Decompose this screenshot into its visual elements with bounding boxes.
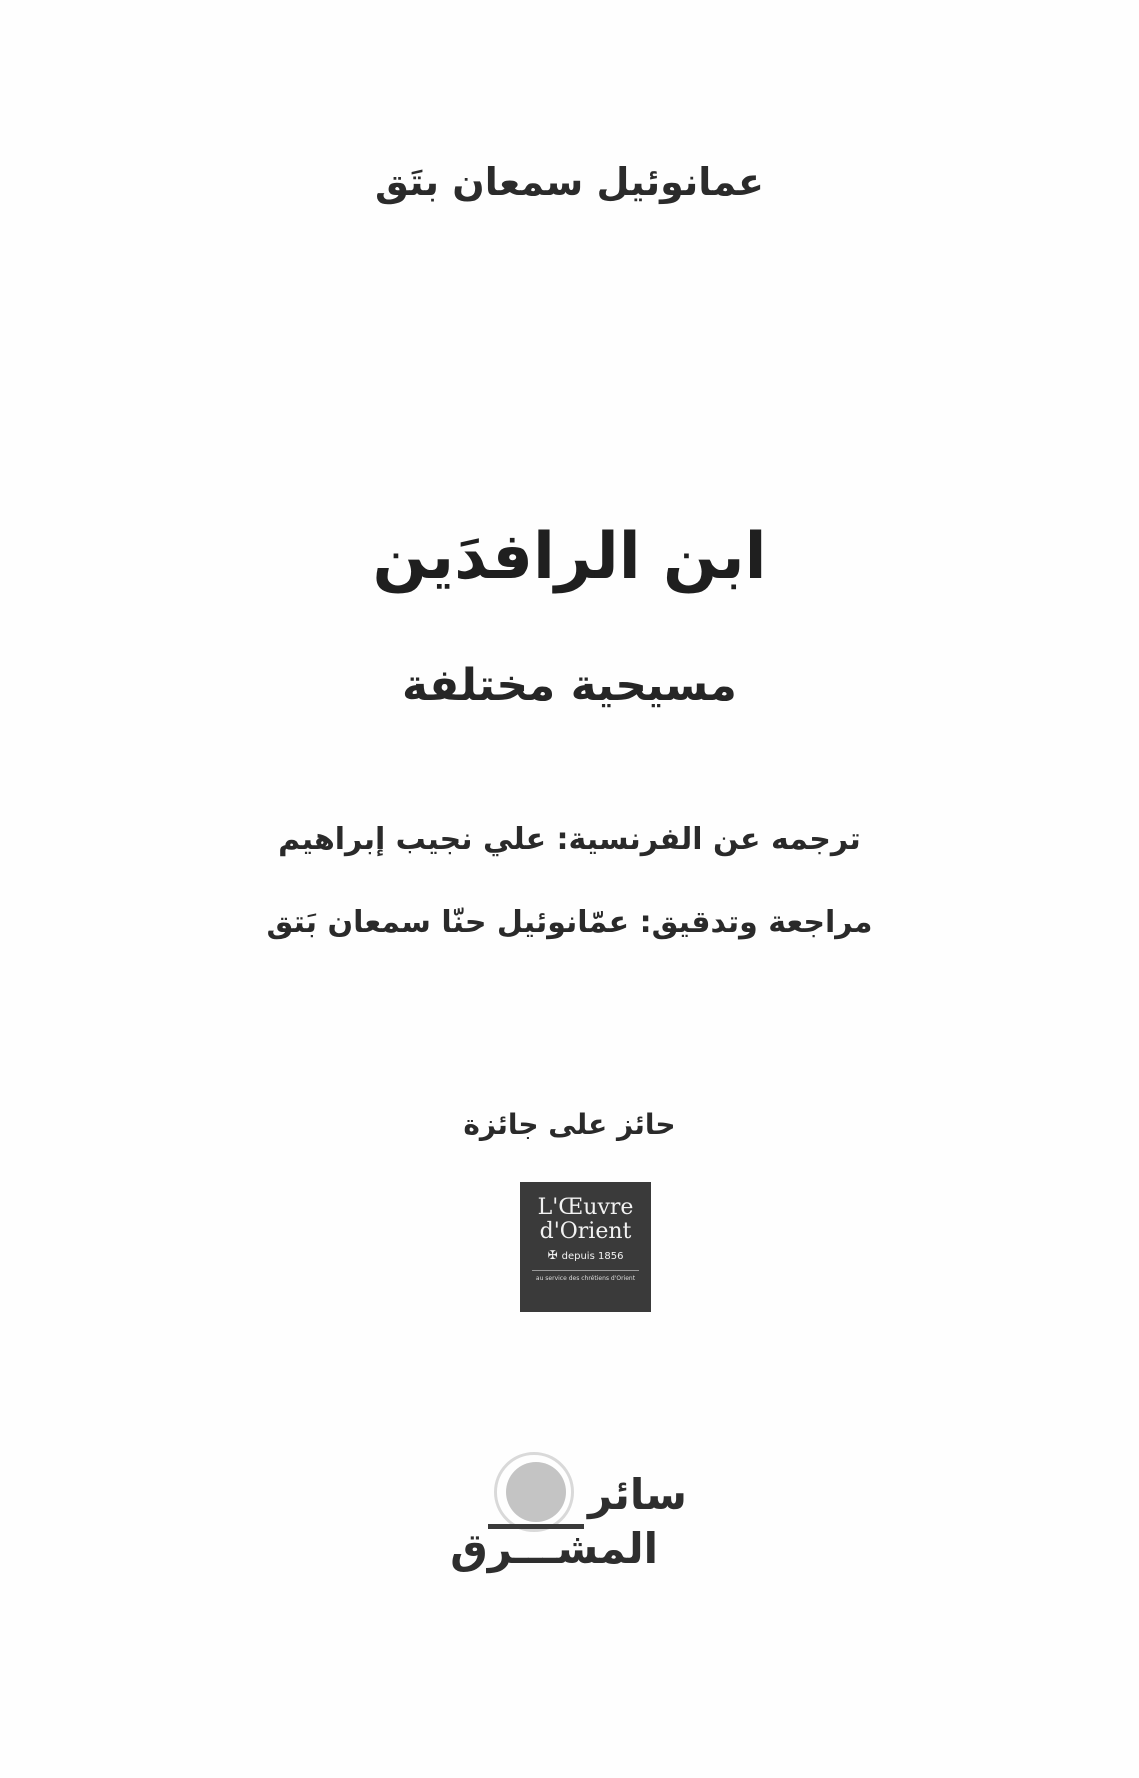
logo-since: ✠ depuis 1856 xyxy=(547,1248,624,1262)
reviewer-credit: مراجعة وتدقيق: عمّانوئيل حنّا سمعان بَتق xyxy=(266,905,873,940)
publisher-name-line-2: المشـــرق xyxy=(450,1524,658,1573)
publisher-logo xyxy=(450,1450,688,1580)
logo-line-2: d'Orient xyxy=(539,1219,632,1244)
oeuvre-d-orient-logo xyxy=(520,1182,651,1312)
logo-tagline: au service des chrétiens d'Orient xyxy=(535,1275,636,1282)
award-label: حائز على جائزة xyxy=(463,1108,676,1141)
logo-line-1: L'Œuvre xyxy=(537,1195,634,1220)
author-name: عمانوئيل سمعان بتَق xyxy=(375,160,764,204)
translator-credit: ترجمه عن الفرنسية: علي نجيب إبراهيم xyxy=(278,822,861,857)
cross-icon: ✠ xyxy=(547,1248,558,1262)
logo-divider xyxy=(532,1270,639,1271)
book-title: ابن الرافدَين xyxy=(372,520,767,594)
book-subtitle: مسيحية مختلفة xyxy=(402,660,737,711)
publisher-name-line-1: سائر xyxy=(588,1470,687,1519)
sun-icon xyxy=(506,1462,566,1522)
